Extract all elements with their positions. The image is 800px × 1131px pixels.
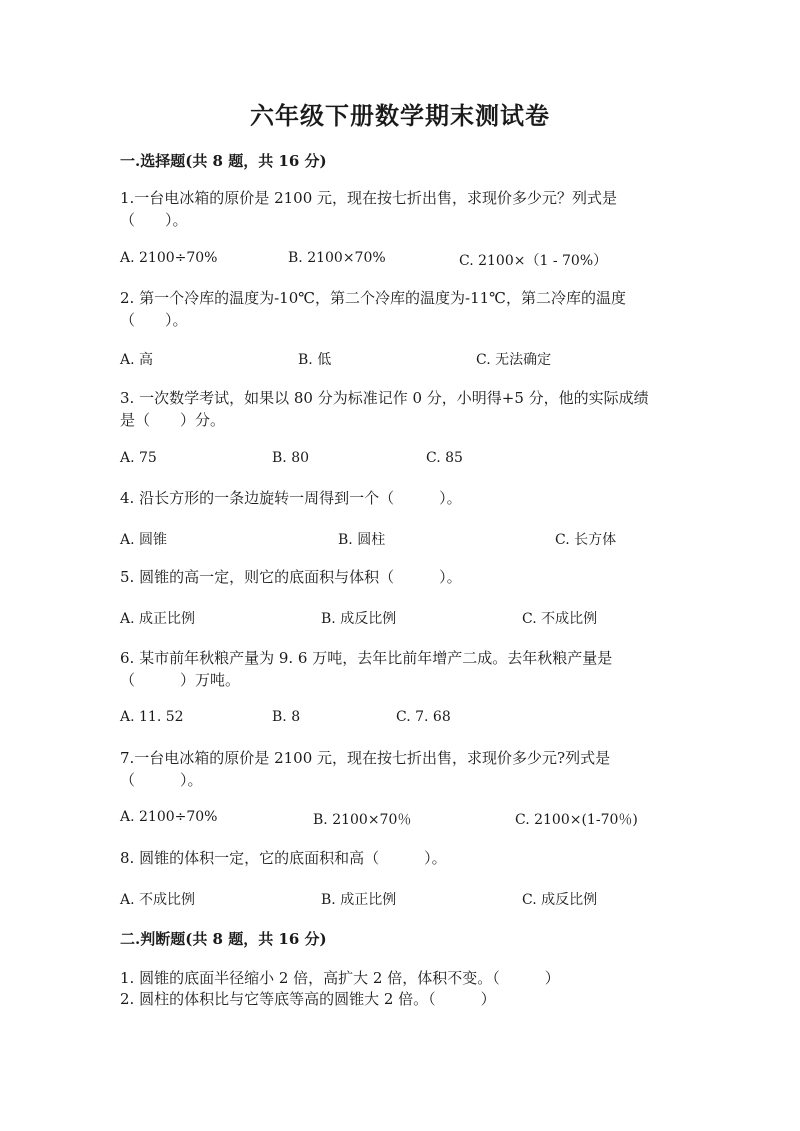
option-b: B. 80 <box>272 450 310 466</box>
judgment-question-2: 2. 圆柱的体积比与它等底等高的圆锥大 2 倍。（ ） <box>120 990 496 1008</box>
question-2 <box>120 287 660 331</box>
question-1 <box>120 187 660 231</box>
option-c: C. 2100×(1-70％) <box>515 812 638 828</box>
page-title: 六年级下册数学期末测试卷 <box>250 101 550 130</box>
judgment-question-1: 1. 圆锥的底面半径缩小 2 倍，高扩大 2 倍，体积不变。（ ） <box>120 969 560 987</box>
question-stem: 2. 第一个冷库的温度为-10℃，第二个冷库的温度为-11℃，第二冷库的温度 <box>120 289 626 307</box>
question-5 <box>120 566 660 588</box>
section-2-title: 二.判断题(共 8 题，共 16 分) <box>120 930 327 948</box>
option-a: A. 75 <box>120 450 157 466</box>
option-b: B. 2100×70% <box>288 250 386 266</box>
question-stem: 3. 一次数学考试，如果以 80 分为标准记作 0 分，小明得+5 分，他的实际成绩 <box>120 389 649 407</box>
option-a: A. 圆锥 <box>120 532 168 548</box>
option-b: B. 低 <box>298 352 332 368</box>
question-stem: 1.一台电冰箱的原价是 2100 元，现在按七折出售，求现价多少元？列式是 <box>120 189 618 207</box>
question-stem: 4. 沿长方形的一条边旋转一周得到一个（ ）。 <box>120 489 462 507</box>
option-c: C. 无法确定 <box>476 352 552 368</box>
option-c: C. 成反比例 <box>522 892 598 908</box>
section-1-title: 一.选择题(共 8 题，共 16 分) <box>120 152 327 170</box>
option-a: A. 高 <box>120 352 154 368</box>
question-stem: 6. 某市前年秋粮产量为 9. 6 万吨，去年比前年增产二成。去年秋粮产量是 <box>120 649 613 667</box>
option-a: A. 2100÷70% <box>120 250 218 266</box>
option-a: A. 成正比例 <box>120 611 196 627</box>
question-stem-cont: 是（ ）分。 <box>120 411 226 429</box>
option-c: C. 不成比例 <box>522 611 598 627</box>
option-a: A. 2100÷70% <box>120 809 218 825</box>
question-stem-cont: （ ）万吨。 <box>120 671 241 689</box>
question-stem-cont: （ ）。 <box>120 771 203 789</box>
option-b: B. 成正比例 <box>321 892 397 908</box>
question-stem-cont: （ ）。 <box>120 211 188 229</box>
option-a: A. 11. 52 <box>120 709 184 725</box>
question-3 <box>120 387 660 431</box>
question-stem: 7.一台电冰箱的原价是 2100 元，现在按七折出售，求现价多少元?列式是 <box>120 749 611 767</box>
option-c: C. 85 <box>426 450 463 466</box>
option-a: A. 不成比例 <box>120 892 196 908</box>
question-6 <box>120 647 660 691</box>
option-b: B. 成反比例 <box>321 611 397 627</box>
option-b: B. 圆柱 <box>338 532 386 548</box>
option-c: C. 2100×（1 - 70%） <box>459 253 608 269</box>
question-7 <box>120 747 660 791</box>
question-stem: 8. 圆锥的体积一定，它的底面积和高（ ）。 <box>120 849 447 867</box>
question-stem: 5. 圆锥的高一定，则它的底面积与体积（ ）。 <box>120 568 462 586</box>
question-stem-cont: （ ）。 <box>120 311 188 329</box>
question-8 <box>120 847 660 869</box>
option-b: B. 8 <box>272 709 301 725</box>
option-c: C. 长方体 <box>555 532 617 548</box>
option-b: B. 2100×70％ <box>313 812 412 828</box>
option-c: C. 7. 68 <box>396 709 451 725</box>
question-4 <box>120 487 660 509</box>
